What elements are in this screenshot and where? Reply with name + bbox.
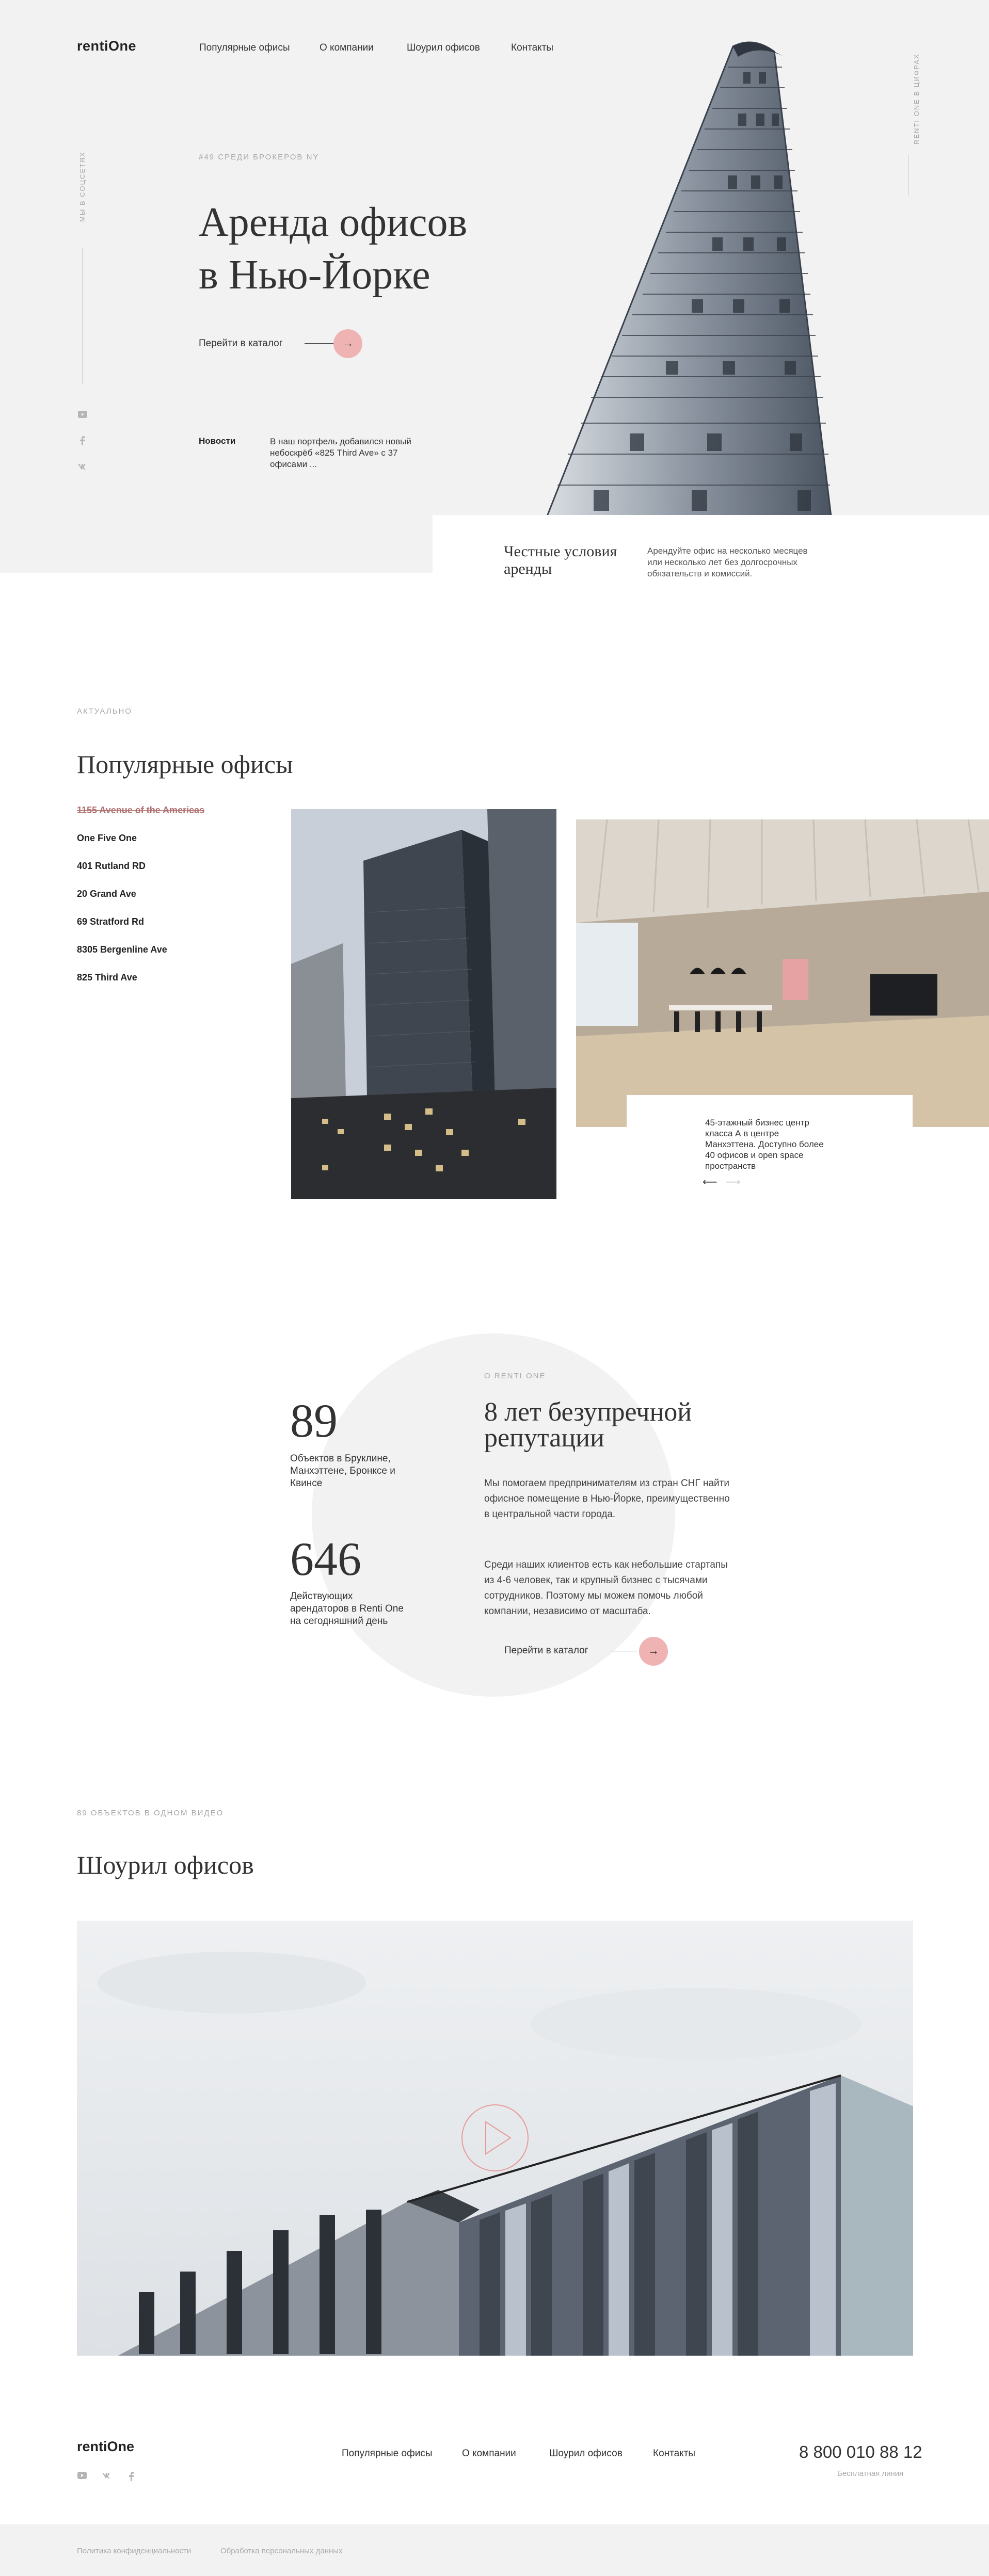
footer-nav-about[interactable]: О компании xyxy=(462,2448,516,2459)
hero-title xyxy=(199,196,467,301)
office-building-photo xyxy=(291,809,556,1199)
personal-data-link[interactable]: Обработка персональных данных xyxy=(220,2547,343,2555)
honest-terms-text: Арендуйте офис на несколько месяцев или несколько лет без долгосрочных обязательств и комиссий. xyxy=(647,546,808,578)
hero-kicker: #49 СРЕДИ БРОКЕРОВ NY xyxy=(199,153,320,162)
footer-logo[interactable]: rentiOne xyxy=(77,2439,135,2454)
about-catalog-link[interactable]: Перейти в каталог xyxy=(504,1645,588,1656)
about-title: 8 лет безупречной репутации xyxy=(484,1397,692,1453)
hero-title-line-2: в Нью-Йорке xyxy=(199,252,430,298)
about-kicker: О RENTI ONE xyxy=(484,1372,546,1380)
facebook-icon[interactable] xyxy=(126,2472,137,2483)
about-paragraph-1: Мы помогаем предпринимателям из стран СНГ найти офисное помещение в Нью-Йорке, преимущественно в центральной части города. xyxy=(484,1478,730,1520)
hero-title-line-1: Аренда офисов xyxy=(199,200,468,245)
arrow-right-icon[interactable]: → xyxy=(648,1644,659,1657)
vertical-divider-left xyxy=(82,248,83,384)
about-paragraph-2: Среди наших клиентов есть как небольшие стартапы из 4-6 человек, так и крупный бизнес с тысячами сотрудников. Поэтому мы можем помочь любой компании, независимо от масштаба. xyxy=(484,1559,728,1617)
office-list-item[interactable]: 20 Grand Ave xyxy=(77,889,136,899)
office-list-item[interactable]: One Five One xyxy=(77,833,137,843)
office-list-item[interactable]: 8305 Bergenline Ave xyxy=(77,944,167,955)
facebook-icon[interactable] xyxy=(77,436,88,447)
stats-vertical-label: RENTI ONE В ЦИФРАХ xyxy=(913,53,920,144)
privacy-policy-link[interactable]: Политика конфиденциальности xyxy=(77,2547,192,2555)
vk-icon[interactable] xyxy=(77,462,88,473)
office-list-item[interactable]: 1155 Avenue of the Americas xyxy=(77,805,205,815)
showroom-video[interactable] xyxy=(77,1921,913,2356)
hero-cta-line xyxy=(305,343,334,344)
phone-number[interactable]: 8 800 010 88 12 xyxy=(799,2442,922,2461)
office-list-item[interactable]: 69 Stratford Rd xyxy=(77,916,145,927)
hero-catalog-link[interactable]: Перейти в каталог xyxy=(199,338,283,349)
nav-contacts[interactable]: Контакты xyxy=(511,42,554,53)
popular-kicker: АКТУАЛЬНО xyxy=(77,707,132,716)
footer-nav-popular[interactable]: Популярные офисы xyxy=(342,2448,433,2459)
arrow-right-icon[interactable]: → xyxy=(342,336,354,349)
hero-building-image xyxy=(516,36,989,521)
news-text[interactable]: В наш портфель добавился новый небоскрёб «825 Third Ave» с 37 офисами ... xyxy=(270,437,411,469)
honest-terms-title: Честные условия аренды xyxy=(504,543,617,577)
popular-title: Популярные офисы xyxy=(77,750,293,779)
stat-objects-number: 89 xyxy=(290,1394,338,1447)
showroom-kicker: 89 ОБЪЕКТОВ В ОДНОМ ВИДЕО xyxy=(77,1809,224,1817)
footer-nav-contacts[interactable]: Контакты xyxy=(653,2448,696,2459)
stat-objects-label: Объектов в Бруклине, Манхэттене, Бронксе и Квинсе xyxy=(290,1453,395,1489)
nav-showroom[interactable]: Шоурил офисов xyxy=(407,42,480,53)
showroom-title: Шоурил офисов xyxy=(77,1850,254,1879)
nav-popular[interactable]: Популярные офисы xyxy=(199,42,290,53)
youtube-icon[interactable] xyxy=(77,410,88,422)
arrow-right-icon[interactable]: ⟶ xyxy=(726,1177,741,1188)
office-interior-photo xyxy=(576,819,989,1127)
footer-nav-showroom[interactable]: Шоурил офисов xyxy=(549,2448,623,2459)
office-list-item[interactable]: 401 Rutland RD xyxy=(77,861,146,871)
office-description: 45-этажный бизнес центр класса А в центре Манхэттена. Доступно более 40 офисов и open space пространств xyxy=(705,1118,824,1171)
nav-about[interactable]: О компании xyxy=(320,42,374,53)
stat-tenants-label: Действующих арендаторов в Renti One на сегодняшний день xyxy=(290,1591,404,1627)
vk-icon[interactable] xyxy=(102,2472,112,2480)
office-list-item[interactable]: 825 Third Ave xyxy=(77,972,137,983)
phone-note: Бесплатная линия xyxy=(837,2469,904,2478)
arrow-left-icon[interactable]: ⟵ xyxy=(703,1177,717,1188)
logo[interactable]: rentiOne xyxy=(77,38,137,54)
stat-tenants-number: 646 xyxy=(290,1533,361,1585)
youtube-icon[interactable] xyxy=(77,2472,87,2481)
news-label: Новости xyxy=(199,436,236,446)
social-vertical-label: МЫ В СОЦСЕТЯХ xyxy=(78,151,86,222)
